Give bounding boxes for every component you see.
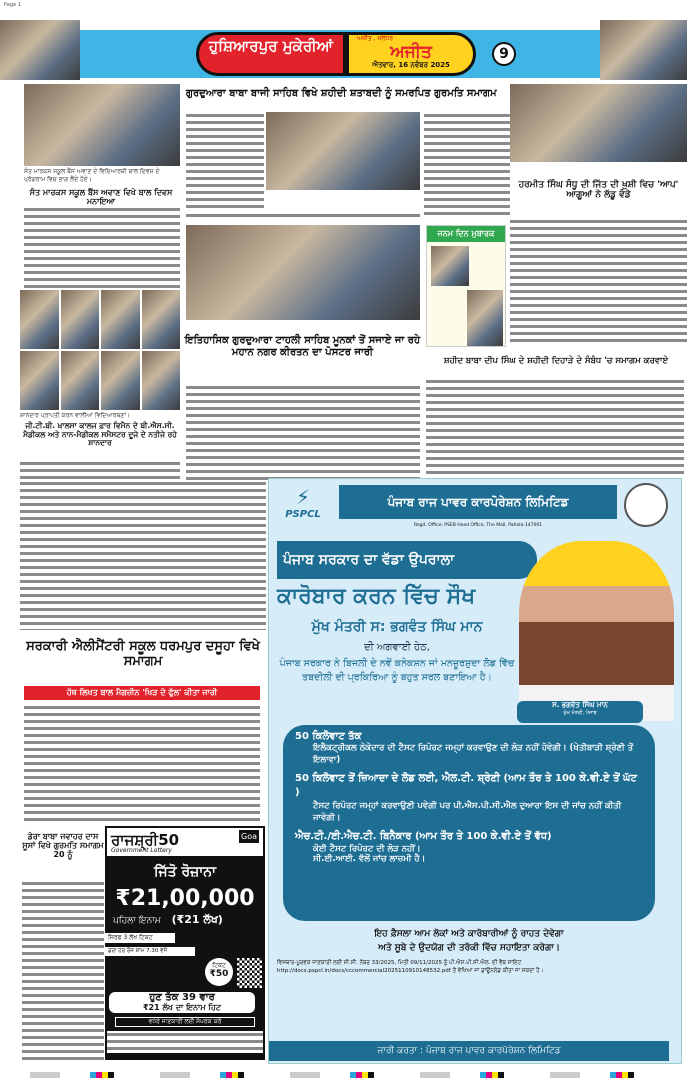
point-head: 50 ਕਿਲੋਵਾਟ ਤੱਕ bbox=[295, 731, 362, 742]
qr-code bbox=[237, 958, 262, 988]
point-head: ਐਚ.ਟੀ./ਈ.ਐਚ.ਟੀ. ਬਿਨੈਕਾਰ (ਆਮ ਤੌਰ ਤੇ 100 ਕੇ.ਵੀ.ਏ ਤੋਂ ਵੱਧ) bbox=[295, 831, 552, 842]
birthday-child-photo-2 bbox=[467, 290, 503, 346]
point-1 bbox=[295, 731, 643, 766]
brand-logo: ਅਜੀਤ bbox=[390, 42, 432, 62]
ad-leadership: ਦੀ ਅਗਵਾਈ ਹੇਠ, bbox=[364, 642, 430, 653]
pspcl-office: Regd. Office: PSEB Head Office, The Mall, Patiala-147001 bbox=[413, 523, 543, 528]
masthead-right-photo bbox=[600, 20, 687, 80]
lottery-state: Goa bbox=[241, 832, 257, 841]
lottery-sub: Government Lottery bbox=[111, 847, 172, 854]
pspcl-org-banner: ਪੰਜਾਬ ਰਾਜ ਪਾਵਰ ਕਾਰਪੋਰੇਸ਼ਨ ਲਿਮਿਟਿਡ bbox=[339, 485, 617, 519]
sandhu-photo bbox=[510, 84, 687, 162]
tagline: ਅਜੀਤ , ਜਲੰਧਰ bbox=[357, 35, 393, 42]
punjab-emblem-icon bbox=[624, 483, 668, 527]
school-headline: ਸੰਤ ਮਾਰਕਸ ਸਕੂਲ ਬੈਂਸ ਅਵਾਣ ਵਿਖੇ ਬਾਲ ਦਿਵਸ ਮਨਾਇਆ bbox=[29, 188, 173, 207]
point-2 bbox=[295, 772, 643, 824]
school-photo bbox=[24, 84, 180, 166]
lottery-hits-box bbox=[109, 992, 255, 1013]
nagar-kirtan-headline: ਇਤਿਹਾਸਿਕ ਗੁਰਦੁਆਰਾ ਟਾਹਲੀ ਸਾਹਿਬ ਮੂਨਕਾਂ ਤੋਂ ਸਜਾਏ ਜਾ ਰਹੇ ਮਹਾਨ ਨਗਰ ਕੀਰਤਨ ਦਾ ਪੋਸਟਰ ਜਾਰੀ bbox=[184, 335, 421, 358]
student-photo bbox=[101, 290, 140, 349]
point-sub: ਸੀ.ਈ.ਆਈ. ਵੱਲੋਂ ਜਾਂਚ ਲਾਜ਼ਮੀ ਹੈ। bbox=[313, 854, 426, 864]
gurdwara-headline: ਗੁਰਦੁਆਰਾ ਬਾਬਾ ਬਾਜੀ ਸਾਹਿਬ ਵਿਖੇ ਸ਼ਹੀਦੀ ਸ਼ਤਾਬਦੀ ਨੂੰ ਸਮਰਪਿਤ ਗੁਰਮਤਿ ਸਮਾਗਮ bbox=[186, 88, 497, 99]
birthday-title: ਜਨਮ ਦਿਨ ਮੁਬਾਰਕ bbox=[427, 226, 505, 242]
elementary-story-text bbox=[24, 704, 260, 824]
lottery-draw-time: ਡਰਾ ਹਰ ਰੋਜ਼ ਸ਼ਾਮ 7.30 ਵਜੇ bbox=[105, 947, 195, 956]
point-head: 50 ਕਿਲੋਵਾਟ ਤੋਂ ਜ਼ਿਆਦਾ ਦੇ ਲੋਡ ਲਈ, ਐਲ.ਟੀ. ਸ਼੍ਰੇਣੀ (ਆਮ ਤੌਰ ਤੇ 100 ਕੇ.ਵੀ.ਏ ਤੋਂ ਘੱਟ ) bbox=[295, 773, 637, 798]
lottery-daily: ਜਿੱਤੋ ਰੋਜ਼ਾਨਾ bbox=[153, 864, 217, 880]
ad-banner: ਪੰਜਾਬ ਸਰਕਾਰ ਦਾ ਵੱਡਾ ਉਪਰਾਲਾ bbox=[277, 541, 537, 579]
masthead-left-photo bbox=[0, 20, 80, 80]
page-number: 9 bbox=[492, 42, 516, 66]
brand-box bbox=[346, 32, 476, 76]
point-sub: ਕੋਈ ਟੈਸਟ ਰਿਪੋਰਟ ਦੀ ਲੋੜ ਨਹੀਂ। bbox=[313, 844, 421, 854]
point-sub: ਟੈਸਟ ਰਿਪੋਰਟ ਜਮ੍ਹਾਂ ਕਰਵਾਉਣੀ ਪਵੇਗੀ ਪਰ ਪੀ.ਐਸ.ਪੀ.ਸੀ.ਐਲ ਦੁਆਰਾ ਇਸ ਦੀ ਜਾਂਚ ਨਹੀਂ ਕੀਤੀ ਜਾਵੇਗੀ। bbox=[313, 801, 622, 823]
lottery-ad bbox=[105, 826, 265, 1060]
student-photo bbox=[61, 351, 100, 410]
gurdwara-story-text bbox=[186, 112, 264, 210]
ticket-label: ਟਿਕਟ bbox=[212, 962, 226, 969]
sandhu-headline: ਹਰਮੀਤ ਸਿੰਘ ਸੰਧੂ ਦੀ ਜਿੱਤ ਦੀ ਖ਼ੁਸ਼ੀ ਵਿਚ 'ਆਪ' ਆਗੂਆਂ ਨੇ ਲੱਡੂ ਵੰਡੇ bbox=[518, 180, 679, 201]
ad-details: ਵਿਸਥਾਰ-ਪੂਰਵਕ ਜਾਣਕਾਰੀ ਲਈ ਸੀ.ਸੀ. ਨੰਬਰ 33/2025, ਮਿਤੀ 09/11/2025 ਨੂੰ ਪੀ.ਐਸ.ਪੀ.ਸੀ.ਐਲ. ਦੀ ਵੈਬ ਸਾਇਟ http://docs.pspcl.in/docs/cccommercial2025110910148532.pdf ਤੋਂ ਵੇਖਿਆ ਜਾ ਡਾਊਨਲੋਡ ਕੀਤਾ ਜਾ ਸਕਦਾ ਹੈ। bbox=[277, 960, 544, 974]
pspcl-logo-text: PSPCL bbox=[285, 509, 321, 520]
ad-points-box bbox=[283, 725, 655, 921]
lottery-hits2: ₹21 ਲੱਖ ਦਾ ਇਨਾਮ ਹਿਟ bbox=[142, 1003, 222, 1012]
student-photo bbox=[142, 351, 181, 410]
ad-headline: ਕਾਰੋਬਾਰ ਕਰਨ ਵਿੱਚ ਸੌਖ bbox=[277, 584, 476, 609]
point-3 bbox=[295, 830, 643, 864]
lottery-contact-numbers bbox=[107, 1031, 263, 1053]
gurdwara-story-text-3 bbox=[424, 112, 510, 217]
ad-cm: ਮੁੱਖ ਮੰਤਰੀ ਸ: ਭਗਵੰਤ ਸਿੰਘ ਮਾਨ bbox=[311, 619, 483, 635]
elementary-subhead: ਹੱਥ ਲਿਖਤ ਬਾਲ ਮੈਗਜ਼ੀਨ 'ਖਿੜ ਦੇ ਫੁੱਲ' ਕੀਤਾ ਜਾਰੀ bbox=[24, 686, 260, 700]
lottery-prize: ₹21,00,000 bbox=[115, 886, 255, 911]
prize-lakh: (₹21 ਲੱਖ) bbox=[171, 913, 223, 926]
nagar-kirtan-story-text bbox=[186, 384, 420, 480]
sandhu-story-text bbox=[510, 218, 687, 346]
student-photo bbox=[142, 290, 181, 349]
ad-closing-2: ਅਤੇ ਸੂਬੇ ਦੇ ਉਦਯੋਗ ਦੀ ਤਰੱਕੀ ਵਿੱਚ ਸਹਾਇਤਾ ਕਰੇਗਾ। bbox=[378, 943, 560, 953]
lottery-hits: ਹੁਣ ਤੱਕ 39 ਵਾਰ bbox=[149, 992, 215, 1003]
dera-story-text bbox=[22, 880, 104, 1060]
prize-row bbox=[105, 911, 265, 929]
deep-singh-headline: ਸ਼ਹੀਦ ਬਾਬਾ ਦੀਪ ਸਿੰਘ ਦੇ ਸ਼ਹੀਦੀ ਦਿਹਾੜੇ ਦੇ ਸੰਬੰਧ 'ਚ ਸਮਾਗਮ ਕਰਵਾਏ bbox=[443, 356, 669, 366]
students-photo-grid bbox=[20, 290, 180, 410]
gurdwara-story-text-2 bbox=[186, 212, 420, 220]
student-photo bbox=[20, 290, 59, 349]
birthday-box bbox=[426, 225, 506, 347]
student-photo bbox=[101, 351, 140, 410]
print-slug: Page 1 bbox=[4, 2, 21, 8]
ticket-price-badge bbox=[205, 958, 233, 986]
lottery-tickets: ਸਿਰਫ 3 ਲੱਖ ਟਿਕਟ bbox=[105, 933, 175, 943]
cm-photo bbox=[519, 541, 674, 721]
school-caption: ਸੰਤ ਮਾਰਕਸ ਸਕੂਲ ਬੈਂਸ ਅਵਾਣ ਦੇ ਵਿਦਿਆਰਥੀ ਬਾਲ ਦਿਵਸ ਦੇ ਪ੍ਰੋਗਰਾਮ ਵਿਚ ਭਾਗ ਲੈਂਦੇ ਹੋਏ। bbox=[24, 168, 160, 183]
lottery-contact: ਵਧੇਰੇ ਜਾਣਕਾਰੀ ਲਈ ਸੰਪਰਕ ਕਰੋ bbox=[115, 1017, 255, 1027]
color-registration-strip bbox=[30, 1072, 670, 1078]
mid-story-text bbox=[20, 480, 266, 630]
ticket-price: ₹50 bbox=[209, 969, 229, 979]
lottery-brand: ਰਾਜਸ਼੍ਰੀ50 bbox=[111, 831, 180, 849]
student-photo bbox=[20, 351, 59, 410]
student-photo bbox=[61, 290, 100, 349]
issue-date: ਐਤਵਾਰ, 16 ਨਵੰਬਰ 2025 bbox=[372, 61, 450, 69]
dera-headline: ਡੇਰਾ ਬਾਬਾ ਜਵਾਹਰ ਦਾਸ ਸੂਸਾਂ ਵਿਖੇ ਗੁਰਮਤਿ ਸਮਾਗਮ 20 ਨੂੰ bbox=[22, 832, 104, 860]
ad-closing-1: ਇਹ ਫ਼ੈਸਲਾ ਆਮ ਲੋਕਾਂ ਅਤੇ ਕਾਰੋਬਾਰੀਆਂ ਨੂੰ ਰਾਹਤ ਦੇਵੇਗਾ bbox=[374, 929, 564, 939]
lightning-logo-icon: ⚡ bbox=[295, 485, 311, 509]
edition-name: ਹੁਸ਼ਿਆਰਪੁਰ ਮੁਕੇਰੀਆਂ bbox=[208, 37, 334, 55]
elementary-headline: ਸਰਕਾਰੀ ਐਲੀਮੈਂਟਰੀ ਸਕੂਲ ਧਰਮਪੁਰ ਦਸੂਹਾ ਵਿਖੇ ਸਮਾਗਮ bbox=[26, 639, 260, 669]
school-story-text bbox=[24, 206, 180, 290]
students-caption: ਸ਼ਾਨਦਾਰ ਪ੍ਰਾਪਤੀ ਕਰਨ ਵਾਲੀਆਂ ਵਿਦਿਆਰਥਣਾਂ। bbox=[20, 412, 131, 419]
cm-title: ਮੁੱਖ ਮੰਤਰੀ, ਪੰਜਾਬ bbox=[563, 710, 597, 716]
birthday-child-photo bbox=[431, 246, 469, 286]
first-prize: ਪਹਿਲਾ ਇਨਾਮ bbox=[113, 916, 161, 926]
pspcl-ad bbox=[268, 478, 682, 1064]
point-sub: ਇਲੈਕਟ੍ਰੀਕਲ ਠੇਕੇਦਾਰ ਦੀ ਟੈਸਟ ਰਿਪੋਰਟ ਜਮ੍ਹਾਂ ਕਰਵਾਉਣ ਦੀ ਲੋੜ ਨਹੀਂ ਹੋਵੇਗੀ। (ਖੇਤੀਬਾੜੀ ਸ਼੍ਰੇਣੀ ਤੋਂ ਇਲਾਵਾ) bbox=[313, 743, 634, 765]
lottery-brand-row bbox=[107, 828, 263, 856]
cm-name-tag bbox=[517, 701, 643, 723]
edition-name-box bbox=[196, 32, 346, 76]
pspcl-logo bbox=[275, 485, 331, 520]
ad-issuer: ਜਾਰੀ ਕਰਤਾ : ਪੰਜਾਬ ਰਾਜ ਪਾਵਰ ਕਾਰਪੋਰੇਸ਼ਨ ਲਿਮਿਟਿਡ bbox=[269, 1041, 669, 1061]
cm-name: ਸ. ਭਗਵੰਤ ਸਿੰਘ ਮਾਨ bbox=[552, 701, 608, 709]
gurdwara-photo bbox=[266, 112, 420, 190]
poster-release-photo bbox=[186, 225, 420, 320]
results-headline: ਜੀ.ਟੀ.ਬੀ. ਖ਼ਾਲਸਾ ਕਾਲਜ ਫ਼ਾਰ ਵਿਮੈਨ ਦੇ ਬੀ.ਐਸ.ਸੀ. ਮੈਡੀਕਲ ਅਤੇ ਨਾਨ-ਮੈਡੀਕਲ ਸਮੈਸਟਰ ਦੂਜੇ ਦੇ ਨਤੀਜੇ ਰਹੇ ਸ਼ਾਨਦਾਰ bbox=[23, 421, 177, 448]
deep-singh-story-text bbox=[426, 378, 684, 474]
ad-intro: ਪੰਜਾਬ ਸਰਕਾਰ ਨੇ ਬਿਜਲੀ ਦੇ ਨਵੇਂ ਕਨੇਕਸ਼ਨ ਜਾਂ ਮਨਜ਼ੂਰਸ਼ੁਦਾ ਲੋਡ ਵਿੱਚ ਤਬਦੀਲੀ ਦੀ ਪ੍ਰਕਿਰਿਆ ਨੂੰ ਬਹੁਤ ਸਰਲ ਬਣਾਇਆ ਹੈ। bbox=[279, 658, 515, 683]
